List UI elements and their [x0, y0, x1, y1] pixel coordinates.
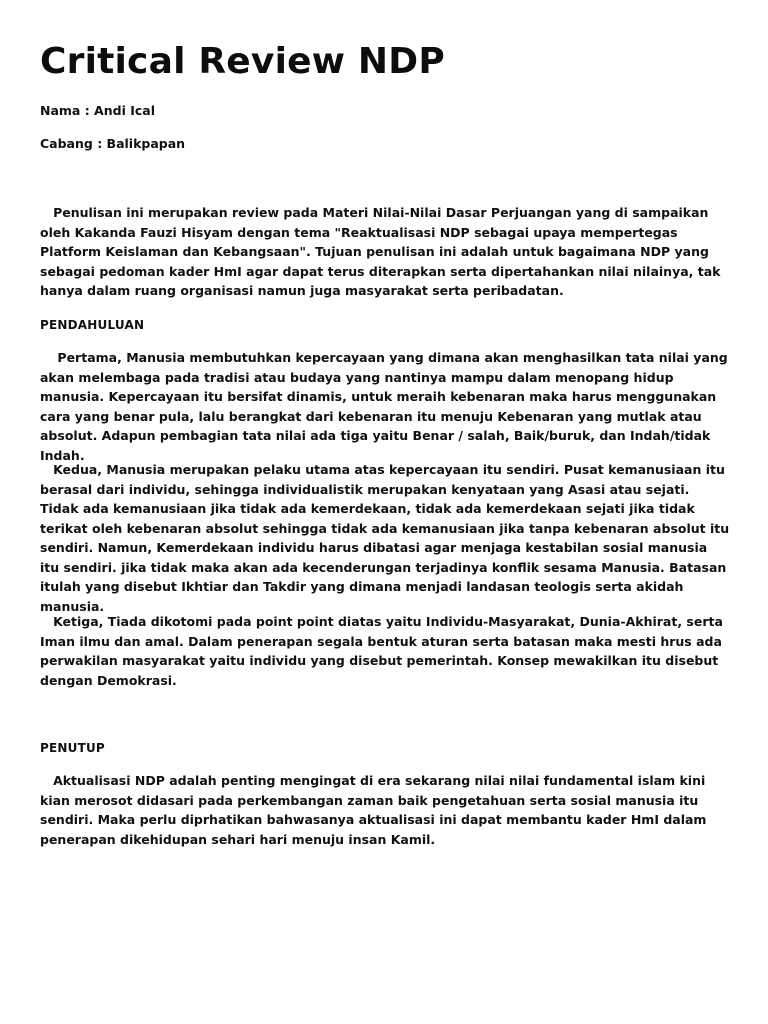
- paragraph-ketiga-text: Ketiga, Tiada dikotomi pada point point diatas yaitu Individu-Masyarakat, Dunia-Akhirat, serta Iman ilmu dan amal. Dalam penerapan segala bentuk aturan serta batasan maka mesti hrus ada perwakilan masyarakat yaitu individu yang disebut pemerintah. Konsep mewakilkan itu disebut dengan Demokrasi.: [40, 614, 723, 688]
- paragraph-kedua-text: Kedua, Manusia merupakan pelaku utama atas kepercayaan itu sendiri. Pusat kemanusiaan itu berasal dari individu, sehingga individualistik merupakan kenyataan yang Asasi atau sejati. Tidak ada kemanusiaan jika tidak ada kemerdekaan, tidak ada kemerdekaan sejati jika tidak terikat oleh kebenaran absolut sehingga tidak ada kemanusiaan jika tanpa kebenaran absolut itu sendiri. Namun, Kemerdekaan individu harus dibatasi agar menjaga kestabilan sosial manusia itu sendiri. jika tidak maka akan ada kecenderungan terjadinya konflik sesama Manusia. Batasan itulah yang disebut Ikhtiar dan Takdir yang dimana menjadi landasan teologis serta akidah manusia.: [40, 462, 730, 614]
- intro-text: Penulisan ini merupakan review pada Materi Nilai-Nilai Dasar Perjuangan yang di sampaikan oleh Kakanda Fauzi Hisyam dengan tema "Reaktualisasi NDP sebagai upaya mempertegas Platform Keislaman dan Kebangsaan". Tujuan penulisan ini adalah untuk bagaimana NDP yang sebagai pedoman kader HmI agar dapat terus diterapkan serta dipertahankan nilai nilainya, tak hanya dalam ruang organisasi namun juga masyarakat serta peribadatan.: [40, 205, 721, 298]
- indent-space: [40, 462, 53, 477]
- indent-space: [40, 614, 53, 629]
- author-name: Nama : Andi Ical: [40, 103, 155, 118]
- indent-space: [40, 773, 53, 788]
- paragraph-pertama: [40, 348, 730, 465]
- document-title: Critical Review NDP: [40, 41, 445, 82]
- paragraph-penutup: [40, 771, 730, 849]
- paragraph-ketiga: [40, 612, 730, 690]
- paragraph-kedua: [40, 460, 730, 616]
- indent-space: [40, 350, 57, 365]
- indent-space: [40, 205, 53, 220]
- section-heading-pendahuluan: PENDAHULUAN: [40, 318, 145, 332]
- author-branch: Cabang : Balikpapan: [40, 136, 186, 151]
- paragraph-penutup-text: Aktualisasi NDP adalah penting mengingat di era sekarang nilai nilai fundamental islam kini kian merosot didasari pada perkembangan zaman baik pengetahuan serta sosial manusia itu sendiri. Maka perlu diprhatikan bahwasanya aktualisasi ini dapat membantu kader HmI dalam penerapan dikehidupan sehari hari menuju insan Kamil.: [40, 773, 707, 847]
- intro-paragraph: [40, 203, 730, 301]
- paragraph-pertama-text: Pertama, Manusia membutuhkan kepercayaan yang dimana akan menghasilkan tata nilai yang akan melembaga pada tradisi atau budaya yang nantinya mampu dalam menopang hidup manusia. Kepercayaan itu bersifat dinamis, untuk meraih kebenaran maka harus menggunakan cara yang benar pula, lalu berangkat dari kebenaran itu menuju Kebenaran yang mutlak atau absolut. Adapun pembagian tata nilai ada tiga yaitu Benar / salah, Baik/buruk, dan Indah/tidak Indah.: [40, 350, 728, 463]
- section-heading-penutup: PENUTUP: [40, 741, 105, 755]
